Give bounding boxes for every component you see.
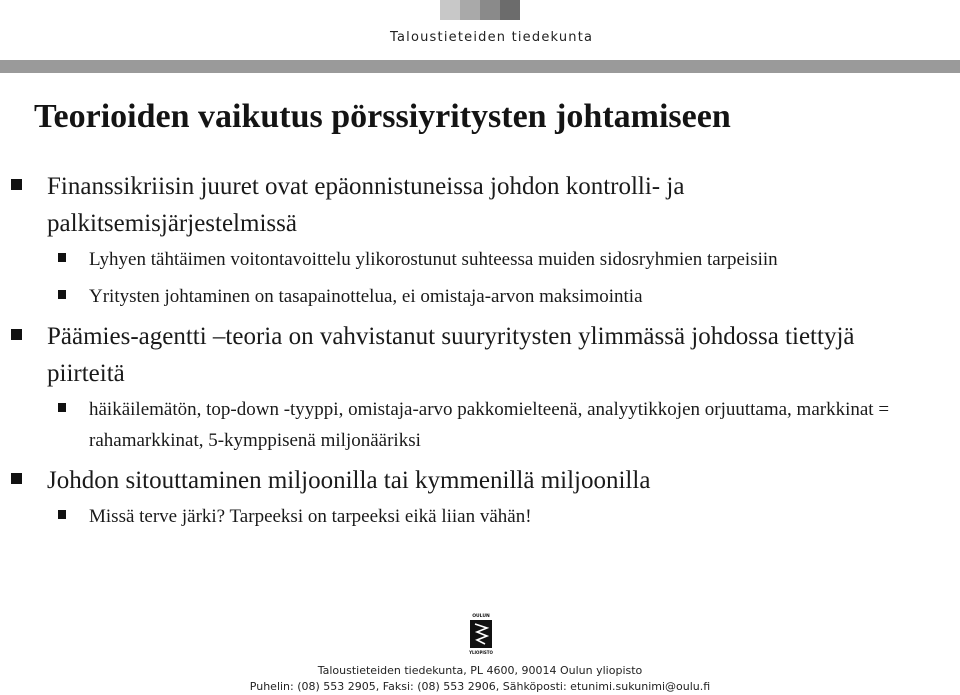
bullet-text: Päämies-agentti –teoria on vahvistanut suuryritysten ylimmässä johdossa tiettyjä piirteitä <box>47 323 855 387</box>
swatch-2 <box>460 0 480 20</box>
swatch-3 <box>480 0 500 20</box>
footer <box>0 663 960 695</box>
bullet-square-icon <box>58 290 66 299</box>
bullet-square-icon <box>58 403 66 412</box>
bullet-text: Johdon sitouttaminen miljoonilla tai kymmenillä miljoonilla <box>47 467 651 494</box>
header-band <box>0 60 960 73</box>
university-of-oulu-logo <box>466 612 496 656</box>
sub-bullet-text: Lyhyen tähtäimen voitontavoittelu ylikorostunut suhteessa muiden sidosryhmien tarpeisiin <box>89 249 778 270</box>
sub-bullet-item <box>89 394 951 456</box>
sub-bullet-text: Missä terve järki? Tarpeeksi on tarpeeksi eikä liian vähän! <box>89 506 532 527</box>
swatch-4 <box>500 0 520 20</box>
bullet-square-icon <box>11 473 22 484</box>
footer-contact: Puhelin: (08) 553 2905, Faksi: (08) 553 2906, Sähköposti: etunimi.sukunimi@oulu.fi <box>249 680 711 693</box>
bullet-square-icon <box>58 510 66 519</box>
bullet-square-icon <box>58 253 66 262</box>
swatch-1 <box>440 0 460 20</box>
bullet-text: Finanssikriisin juuret ovat epäonnistuneissa johdon kontrolli- ja palkitsemisjärjestelmissä <box>47 173 685 237</box>
bullet-item <box>47 462 927 499</box>
bullet-item <box>47 168 927 242</box>
faculty-name: Taloustieteiden tiedekunta <box>390 30 594 45</box>
logo-text-bottom: YLIOPISTO <box>469 650 493 655</box>
bullet-item <box>47 318 927 392</box>
sub-bullet-text: häikäilemätön, top-down -tyyppi, omistaja-arvo pakkomielteenä, analyytikkojen orjuuttama, markkinat = rahamarkkinat, 5-kymppisenä miljonääriksi <box>89 399 890 451</box>
bullet-square-icon <box>11 329 22 340</box>
slide-title: Teorioiden vaikutus pörssiyritysten johtamiseen <box>34 98 731 135</box>
logo-text-top: OULUN <box>472 614 490 619</box>
sub-bullet-item <box>89 244 951 275</box>
footer-address: Taloustieteiden tiedekunta, PL 4600, 90014 Oulun yliopisto <box>317 664 643 677</box>
sub-bullet-text: Yritysten johtaminen on tasapainottelua, ei omistaja-arvon maksimointia <box>89 286 643 307</box>
header-color-swatches <box>440 0 520 20</box>
bullet-list <box>0 168 960 532</box>
sub-bullet-item <box>89 281 951 312</box>
sub-bullet-item <box>89 501 951 532</box>
bullet-square-icon <box>11 179 22 190</box>
